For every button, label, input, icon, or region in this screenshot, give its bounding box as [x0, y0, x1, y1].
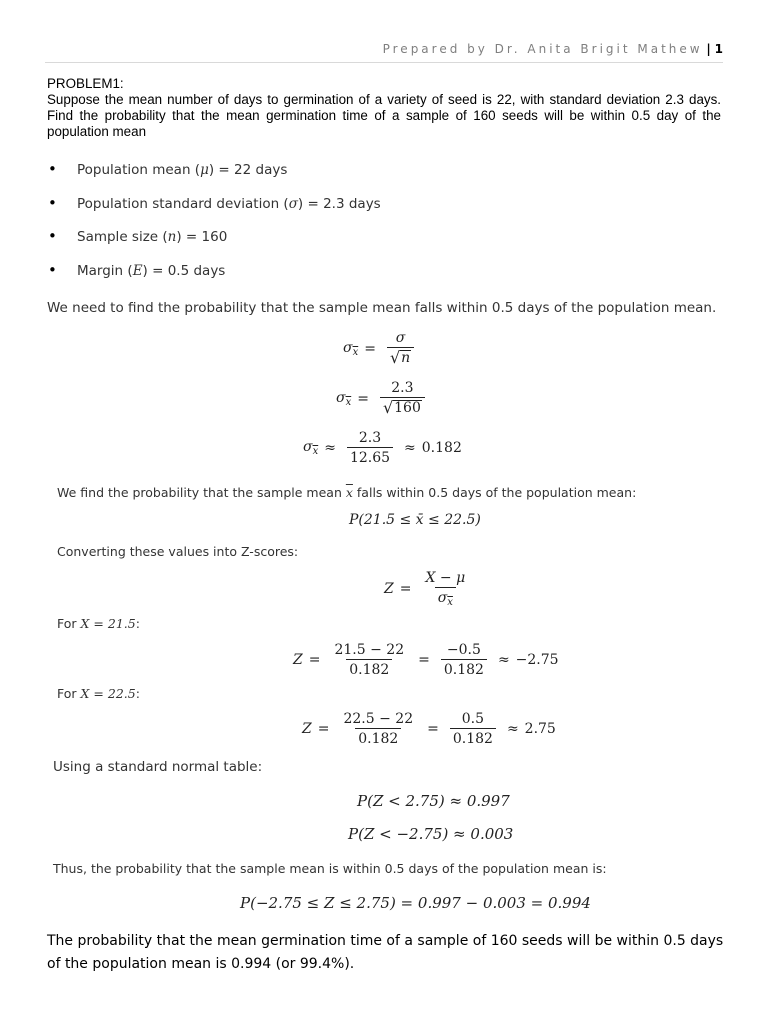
need-sentence: We need to find the probability that the sample mean falls within 0.5 days of the population mean. [47, 300, 717, 316]
given-value: = 160 [185, 229, 228, 245]
given-label: Sample size [77, 229, 159, 245]
for-x1-label: For X = 21.5: [57, 616, 140, 631]
given-label: Population mean [77, 162, 191, 178]
probability-range: P(21.5 ≤ x̄ ≤ 22.5) [349, 512, 481, 528]
page-header [45, 42, 723, 63]
problem-statement: Suppose the mean number of days to germination of a variety of seed is 22, with standard deviation 2.3 days. Find the probability that the mean germination time of a sample of 160 seeds will be within 0.5 day of the population mean [47, 92, 721, 139]
problem-block [47, 76, 721, 140]
z-calc-lower: Z = $\frac{21.5 - 22}{0.182}$ = $\frac{-0.5}{0.182}$ ≈ −2.75 [293, 642, 559, 678]
se-result: $\sigma_{\overline{x}}$ ≈ $\frac{2.3}{12.65}$ ≈ 0.182 [303, 430, 462, 466]
bullet-icon: • [48, 260, 57, 279]
bullet-icon: • [48, 193, 57, 212]
list-item: • Population standard deviation (σ) = 2.3 days [48, 193, 381, 212]
using-table-sentence: Using a standard normal table: [53, 759, 263, 775]
z-calc-upper: Z = $\frac{22.5 - 22}{0.182}$ = $\frac{0.5}{0.182}$ ≈ 2.75 [302, 711, 556, 747]
for-x2-label: For X = 22.5: [57, 686, 140, 701]
list-item: • Margin (E) = 0.5 days [48, 260, 226, 279]
sqrt-icon: √ [389, 348, 401, 367]
givens-list [48, 160, 381, 294]
p-lower: P(Z < −2.75) ≈ 0.003 [348, 825, 514, 843]
find-sentence: We find the probability that the sample mean $\overline{x}$ falls within 0.5 days of the population mean: [57, 485, 637, 500]
given-symbol: E [132, 262, 143, 279]
page-number: 1 [714, 42, 723, 56]
problem-title: PROBLEM1: [47, 76, 124, 91]
thus-sentence: Thus, the probability that the sample mean is within 0.5 days of the population mean is: [53, 861, 607, 876]
list-item: • Sample size (n) = 160 [48, 227, 228, 245]
given-symbol: n [167, 229, 177, 245]
p-final: P(−2.75 ≤ Z ≤ 2.75) = 0.997 − 0.003 = 0.994 [240, 894, 591, 912]
se-substitution: $\sigma_{\overline{x}}$ = 2.3 √ 160 [336, 380, 430, 417]
prepared-by: Prepared by Dr. Anita Brigit Mathew [382, 42, 703, 56]
given-label: Population standard deviation [77, 195, 280, 212]
sqrt-icon: √ [382, 398, 394, 417]
bullet-icon: • [48, 227, 57, 245]
given-value: = 0.5 days [152, 262, 226, 279]
given-value: = 22 days [218, 162, 288, 178]
p-upper: P(Z < 2.75) ≈ 0.997 [357, 792, 510, 810]
list-item: • Population mean (μ) = 22 days [48, 160, 288, 178]
se-formula: $\sigma_{\overline{x}}$ = σ √ n [343, 330, 419, 367]
given-label: Margin [77, 262, 124, 279]
given-value: = 2.3 days [307, 195, 381, 212]
z-formula: Z = $\frac{X - \mu}{\sigma_{\overline{x}}}$ [384, 570, 466, 608]
converting-sentence: Converting these values into Z-scores: [57, 544, 299, 559]
bullet-icon: • [48, 160, 57, 178]
conclusion: The probability that the mean germination time of a sample of 160 seeds will be within 0.5 days of the population mean is 0.994 (or 99.4%). [47, 933, 724, 972]
given-symbol: σ [288, 195, 298, 212]
given-symbol: μ [200, 162, 209, 178]
page-separator: | [706, 42, 711, 56]
